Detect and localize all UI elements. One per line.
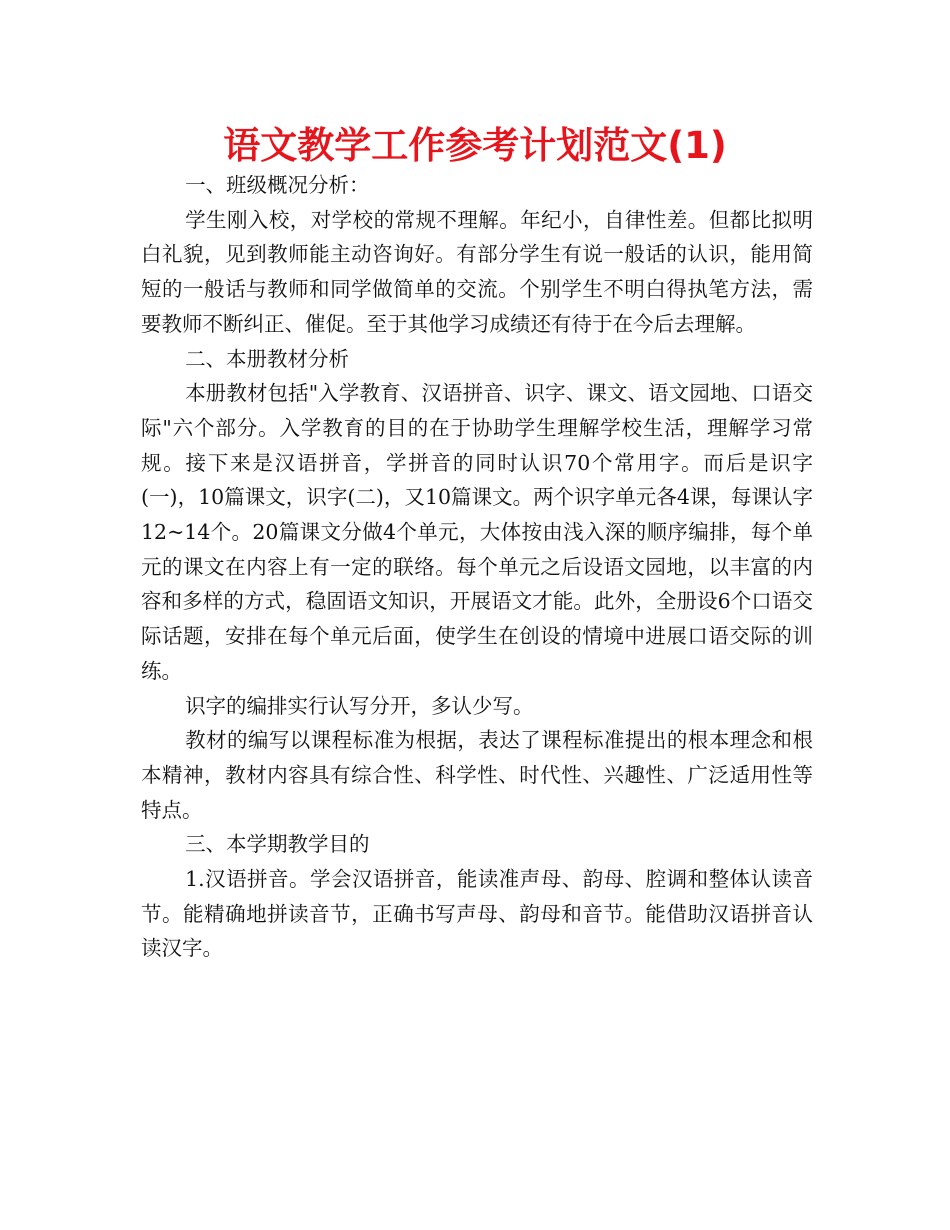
document-title: 语文教学工作参考计划范文(1) <box>223 124 727 167</box>
paragraph-textbook-features: 教材的编写以课程标准为根据，表达了课程标准提出的根本理念和根本精神，教材内容具有综合性、科学性、时代性、兴趣性、广泛适用性等特点。 <box>141 728 813 822</box>
paragraph-class-overview: 学生刚入校，对学校的常规不理解。年纪小，自律性差。但都比拟明白礼貌，见到教师能主动咨询好。有部分学生有说一般话的认识，能用简短的一般话与教师和同学做简单的交流。个别学生不明白得执笔方法，需要教师不断纠正、催促。至于其他学习成绩还有待于在今后去理解。 <box>141 207 813 336</box>
paragraph-literacy-arrangement: 识字的编排实行认写分开，多认少写。 <box>185 693 534 718</box>
document-body <box>141 168 813 966</box>
section-heading-textbook-analysis: 二、本册教材分析 <box>185 346 350 371</box>
paragraph-pinyin-goal: 1.汉语拼音。学会汉语拼音，能读准声母、韵母、腔调和整体认读音节。能精确地拼读音节，正确书写声母、韵母和音节。能借助汉语拼音认读汉字。 <box>141 867 813 961</box>
paragraph-textbook-contents: 本册教材包括"入学教育、汉语拼音、识字、课文、语文园地、口语交际"六个部分。入学教育的目的在于协助学生理解学校生活，理解学习常规。接下来是汉语拼音，学拼音的同时认识70个常用字。而后是识字(一)，10篇课文，识字(二)，又10篇课文。两个识字单元各4课，每课认字12~14个。20篇课文分做4个单元，大体按由浅入深的顺序编排，每个单元的课文在内容上有一定的联络。每个单元之后设语文园地，以丰富的内容和多样的方式，稳固语文知识，开展语文才能。此外，全册设6个口语交际话题，安排在每个单元后面，使学生在创设的情境中进展口语交际的训练。 <box>141 381 813 683</box>
section-heading-teaching-goals: 三、本学期教学目的 <box>185 832 370 857</box>
section-heading-class-overview: 一、班级概况分析： <box>185 173 370 197</box>
